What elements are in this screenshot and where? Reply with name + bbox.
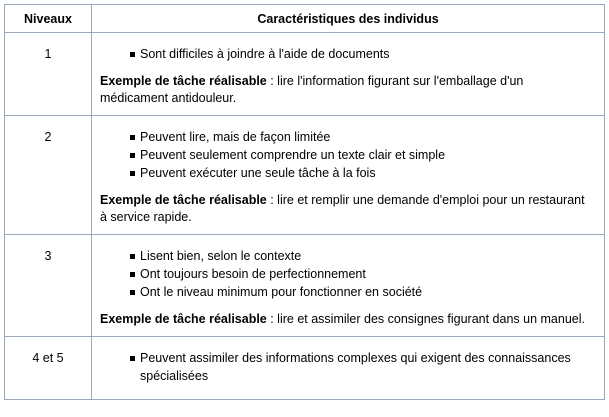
example-text: : lire et remplir une demande d'emploi pour un restaurant à service rapide. — [100, 193, 585, 224]
square-bullet-icon — [130, 272, 135, 277]
square-bullet-icon — [130, 254, 135, 259]
example-text: : lire et assimiler des consignes figurant dans un manuel. — [266, 312, 585, 326]
characteristics-cell — [92, 33, 605, 116]
example-task — [100, 311, 594, 328]
header-levels: Niveaux — [5, 5, 92, 33]
list-item — [130, 45, 594, 63]
list-item-text: Ont toujours besoin de perfectionnement — [140, 267, 366, 281]
characteristics-list — [100, 128, 594, 182]
level-cell: 3 — [5, 235, 92, 337]
header-characteristics: Caractéristiques des individus — [92, 5, 605, 33]
square-bullet-icon — [130, 171, 135, 176]
level-cell: 1 — [5, 33, 92, 116]
table-row-level-2 — [5, 116, 605, 235]
literacy-levels-table — [4, 4, 605, 400]
example-label: Exemple de tâche réalisable — [100, 193, 267, 207]
list-item — [130, 349, 594, 385]
example-task — [100, 73, 594, 107]
square-bullet-icon — [130, 356, 135, 361]
square-bullet-icon — [130, 52, 135, 57]
characteristics-cell — [92, 235, 605, 337]
example-text: : lire l'information figurant sur l'emballage d'un médicament antidouleur. — [100, 74, 524, 105]
list-item — [130, 247, 594, 265]
characteristics-list — [100, 349, 594, 385]
list-item — [130, 265, 594, 283]
level-cell: 2 — [5, 116, 92, 235]
list-item — [130, 128, 594, 146]
table-row-level-3 — [5, 235, 605, 337]
characteristics-list — [100, 247, 594, 301]
list-item-text: Lisent bien, selon le contexte — [140, 249, 302, 263]
square-bullet-icon — [130, 135, 135, 140]
table-row-level-1 — [5, 33, 605, 116]
list-item — [130, 146, 594, 164]
list-item-text: Peuvent lire, mais de façon limitée — [140, 130, 331, 144]
list-item-text: Sont difficiles à joindre à l'aide de documents — [140, 47, 390, 61]
table-header-row — [5, 5, 605, 33]
characteristics-list — [100, 45, 594, 63]
list-item — [130, 283, 594, 301]
square-bullet-icon — [130, 290, 135, 295]
list-item-text: Peuvent exécuter une seule tâche à la fois — [140, 166, 376, 180]
list-item — [130, 164, 594, 182]
list-item-text: Peuvent assimiler des informations complexes qui exigent des connaissances spécialisées — [140, 351, 571, 383]
level-cell: 4 et 5 — [5, 337, 92, 400]
list-item-text: Peuvent seulement comprendre un texte clair et simple — [140, 148, 446, 162]
square-bullet-icon — [130, 153, 135, 158]
table-row-level-4-5 — [5, 337, 605, 400]
characteristics-cell — [92, 337, 605, 400]
example-label: Exemple de tâche réalisable — [100, 312, 267, 326]
characteristics-cell — [92, 116, 605, 235]
example-task — [100, 192, 594, 226]
example-label: Exemple de tâche réalisable — [100, 74, 267, 88]
list-item-text: Ont le niveau minimum pour fonctionner en société — [140, 285, 423, 299]
